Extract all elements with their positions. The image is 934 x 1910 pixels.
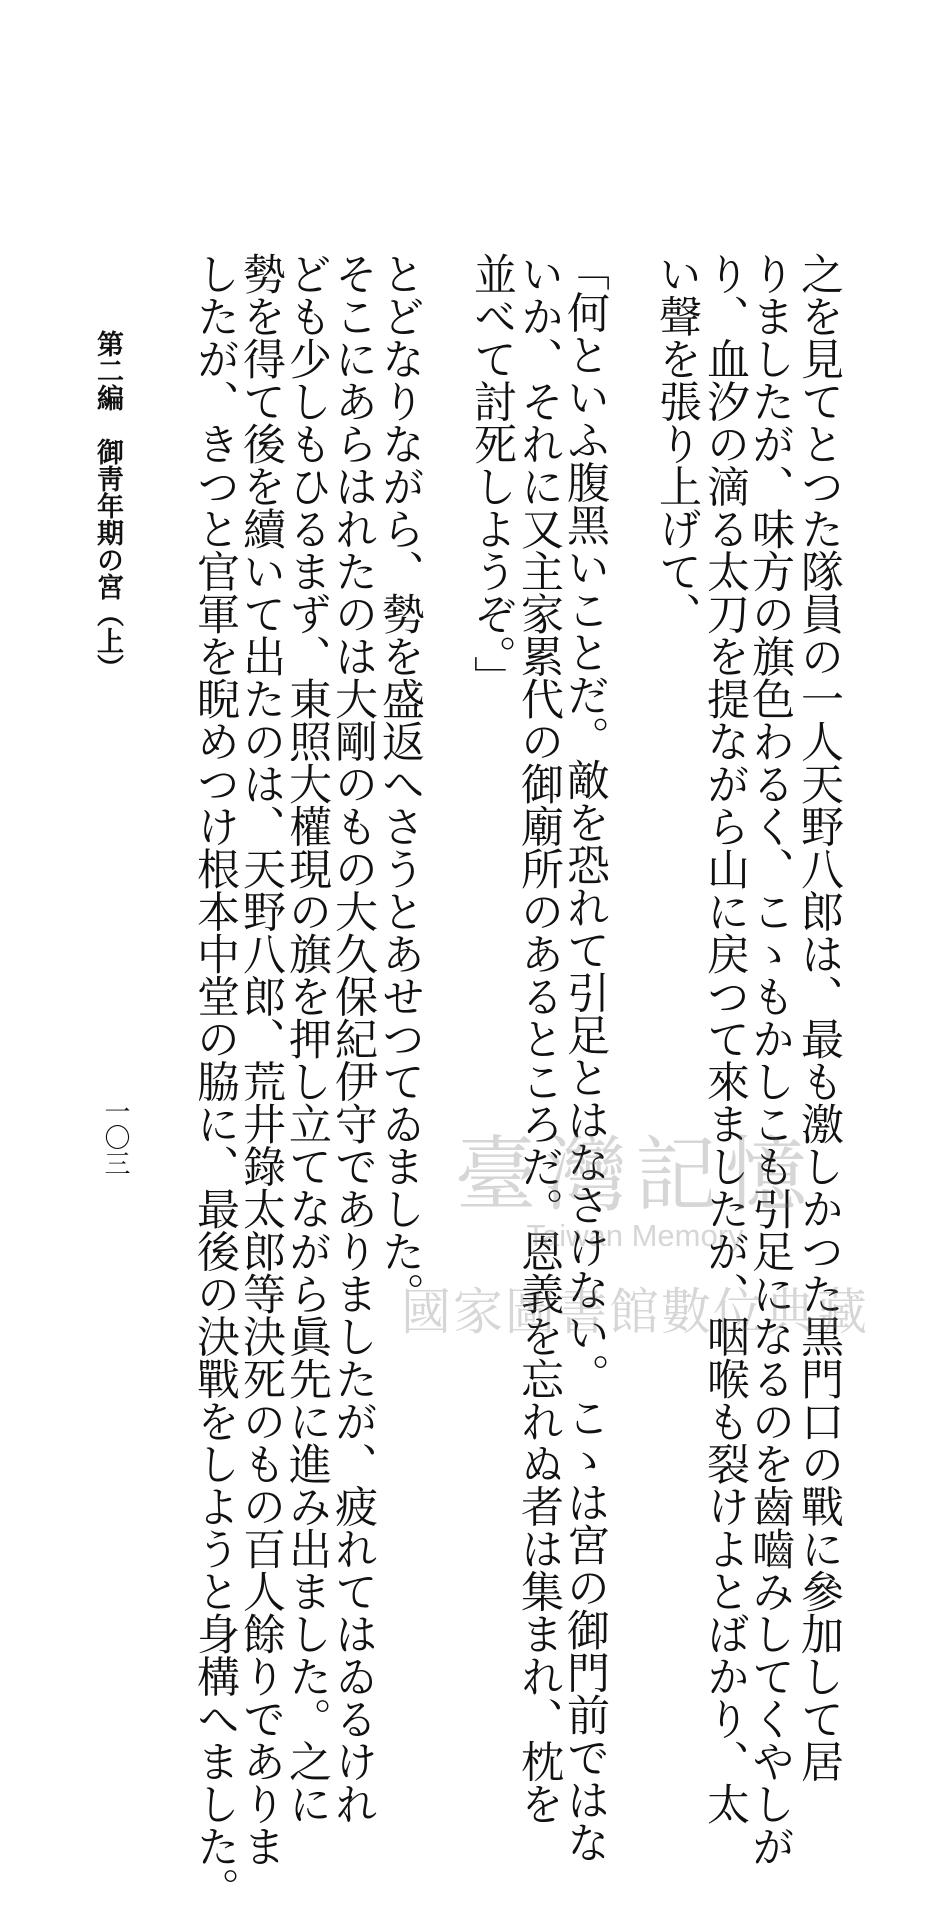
text-line-2: りましたが、味方の旗色わるく、こゝもかしこも引足になるのを齒嚙みしてくやしが bbox=[745, 252, 795, 1867]
text-line-7: 並べて討死しようぞ。」 bbox=[467, 252, 517, 698]
text-line-6: いか、それに又主家累代の御廟所のあるところだ。恩義を忘れぬ者は集まれ、枕を bbox=[514, 252, 564, 1825]
text-line-5: 「何といふ腹黑いことだ。敵を恐れて引足とはなさけない。こゝは宮の御門前ではな bbox=[560, 248, 610, 1863]
text-line-11: 勢を得て後を續いて出たのは、天野八郎、荒井錄太郎等決死のもの百人餘りでありま bbox=[236, 252, 286, 1867]
text-line-1: 之を見てとつた隊員の一人天野八郎は、最も激しかつた黒門口の戰に參加して居 bbox=[794, 252, 844, 1782]
watermark-chinese: 國家圖書館數位典藏 bbox=[401, 1283, 869, 1341]
running-head: 第二編 御靑年期の宮（上） bbox=[92, 330, 123, 681]
text-line-10: ども少しもひるまず、東照大權現の旗を押し立てながら眞先に進み出ました。之に bbox=[282, 252, 332, 1825]
text-line-4: い聲を張り上げて、 bbox=[652, 252, 702, 635]
text-line-8: とどなりながら、勢を盛返へさうとあせつてゐました。 bbox=[375, 252, 425, 1315]
page-number: 一〇三 bbox=[100, 1098, 130, 1176]
text-line-3: り、血汐の滴る太刀を提ながら山に戻つて來ましたが、咽喉も裂けよとばかり、太 bbox=[700, 252, 750, 1825]
text-line-9: そこにあらはれたのは大剛のもの大久保紀伊守でありましたが、疲れてはゐるけれ bbox=[328, 252, 378, 1825]
watermark-english: Taiwan Memory bbox=[526, 1218, 744, 1253]
text-line-12: したが、きつと官軍を睨めつけ根本中堂の脇に、最後の決戰をしようと身構へました。 bbox=[190, 252, 240, 1910]
watermark-logo: 臺灣記憶 bbox=[454, 1128, 815, 1223]
